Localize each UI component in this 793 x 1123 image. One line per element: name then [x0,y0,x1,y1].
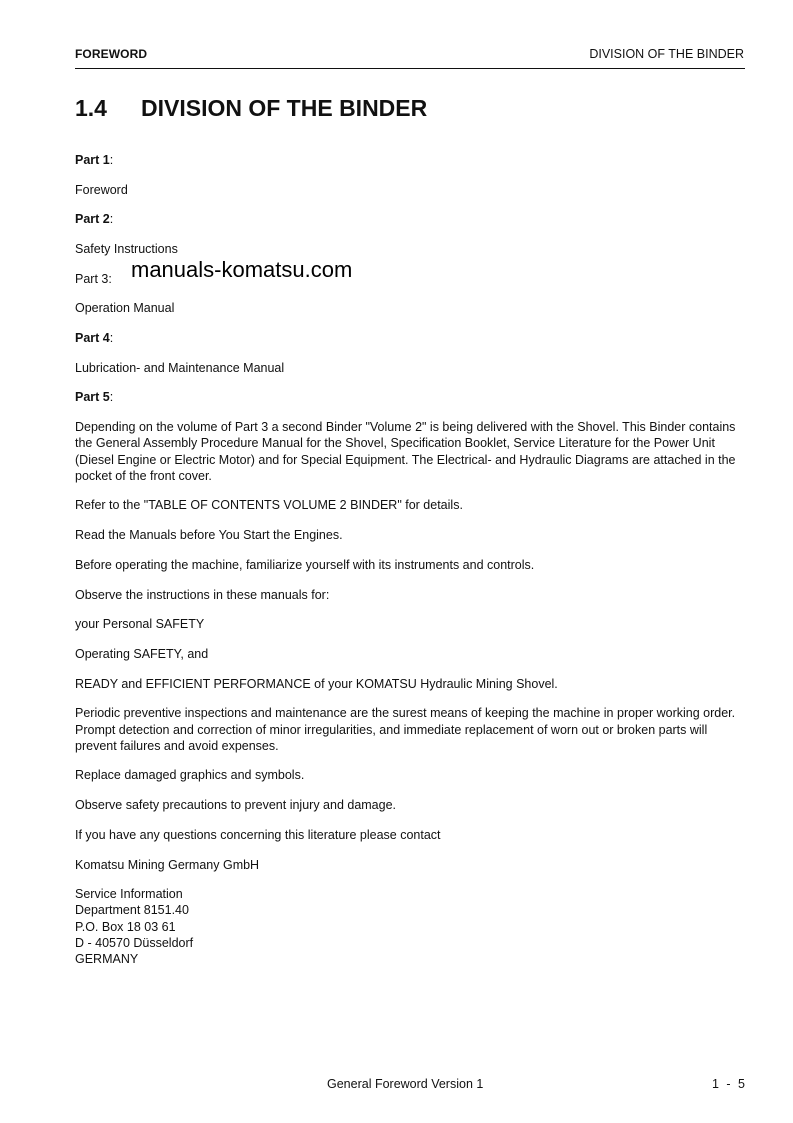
section-number: 1.4 [75,95,107,121]
header-chapter-title: DIVISION OF THE BINDER [589,47,744,61]
observe-instructions-paragraph: Observe the instructions in these manuals for: [75,587,330,602]
address-line-3: P.O. Box 18 03 61 [75,919,176,934]
part-2-heading: Part 2: [75,212,114,227]
personal-safety-item: your Personal SAFETY [75,617,205,632]
part-2-label: Part 2 [75,212,110,227]
part-5-label: Part 5 [75,390,110,405]
part-4-description: Lubrication- and Maintenance Manual [75,360,285,375]
part-3-label: Part 3 [75,271,109,286]
operating-safety-item: Operating SAFETY, and [75,646,209,661]
address-line-1: Service Information [75,887,183,902]
part-1-heading: Part 1: [75,153,114,167]
footer-page-number: 1 - 5 [711,1077,745,1091]
refer-paragraph: Refer to the "TABLE OF CONTENTS VOLUME 2 BINDER" for details. [75,498,463,513]
address-line-4: D - 40570 Düsseldorf [75,935,194,950]
part-3-description: Operation Manual [75,301,175,316]
part-4-heading: Part 4: [75,331,114,346]
section-heading [75,95,427,122]
performance-item: READY and EFFICIENT PERFORMANCE of your KOMATSU Hydraulic Mining Shovel. [75,676,558,691]
part-4-label: Part 4 [75,331,110,346]
company-name: Komatsu Mining Germany GmbH [75,857,260,872]
contact-paragraph: If you have any questions concerning this literature please contact [75,827,441,842]
part-1-label: Part 1 [75,153,110,167]
part-5-heading: Part 5: [75,390,114,405]
header-divider [75,68,745,69]
part-1-description: Foreword [75,182,128,197]
maintenance-paragraph: Periodic preventive inspections and maintenance are the surest means of keeping the machine in proper working order. Prompt detection and correction of minor irregularities, and immediate replacement of worn out or broken parts will prevent failures and avoid expenses. [75,706,736,753]
part-3-heading: Part 3: manuals-komatsu.com [75,256,353,286]
volume-2-paragraph: Depending on the volume of Part 3 a second Binder "Volume 2" is being delivered with the Shovel. This Binder contains the General Assembly Procedure Manual for the Shovel, Specification Booklet, Service Literature for the Power Unit (Diesel Engine or Electric Motor) and for Special Equipment. The Electrical- and Hydraulic Diagrams are attached in the pocket of the front cover. [75,420,736,483]
footer-document-version: General Foreword Version 1 [327,1077,484,1091]
section-title: DIVISION OF THE BINDER [141,95,428,121]
replace-graphics-paragraph: Replace damaged graphics and symbols. [75,768,305,783]
familiarize-paragraph: Before operating the machine, familiarize yourself with its instruments and controls. [75,557,535,572]
address-line-5: GERMANY [75,952,139,967]
read-manuals-paragraph: Read the Manuals before You Start the Engines. [75,528,343,543]
page-body [75,152,745,981]
contact-address [75,886,745,967]
part-2-description: Safety Instructions [75,242,178,257]
safety-precautions-paragraph: Observe safety precautions to prevent injury and damage. [75,798,397,813]
watermark-text: manuals-komatsu.com [131,256,353,282]
header-section-label: FOREWORD [75,47,148,61]
address-line-2: Department 8151.40 [75,903,189,918]
